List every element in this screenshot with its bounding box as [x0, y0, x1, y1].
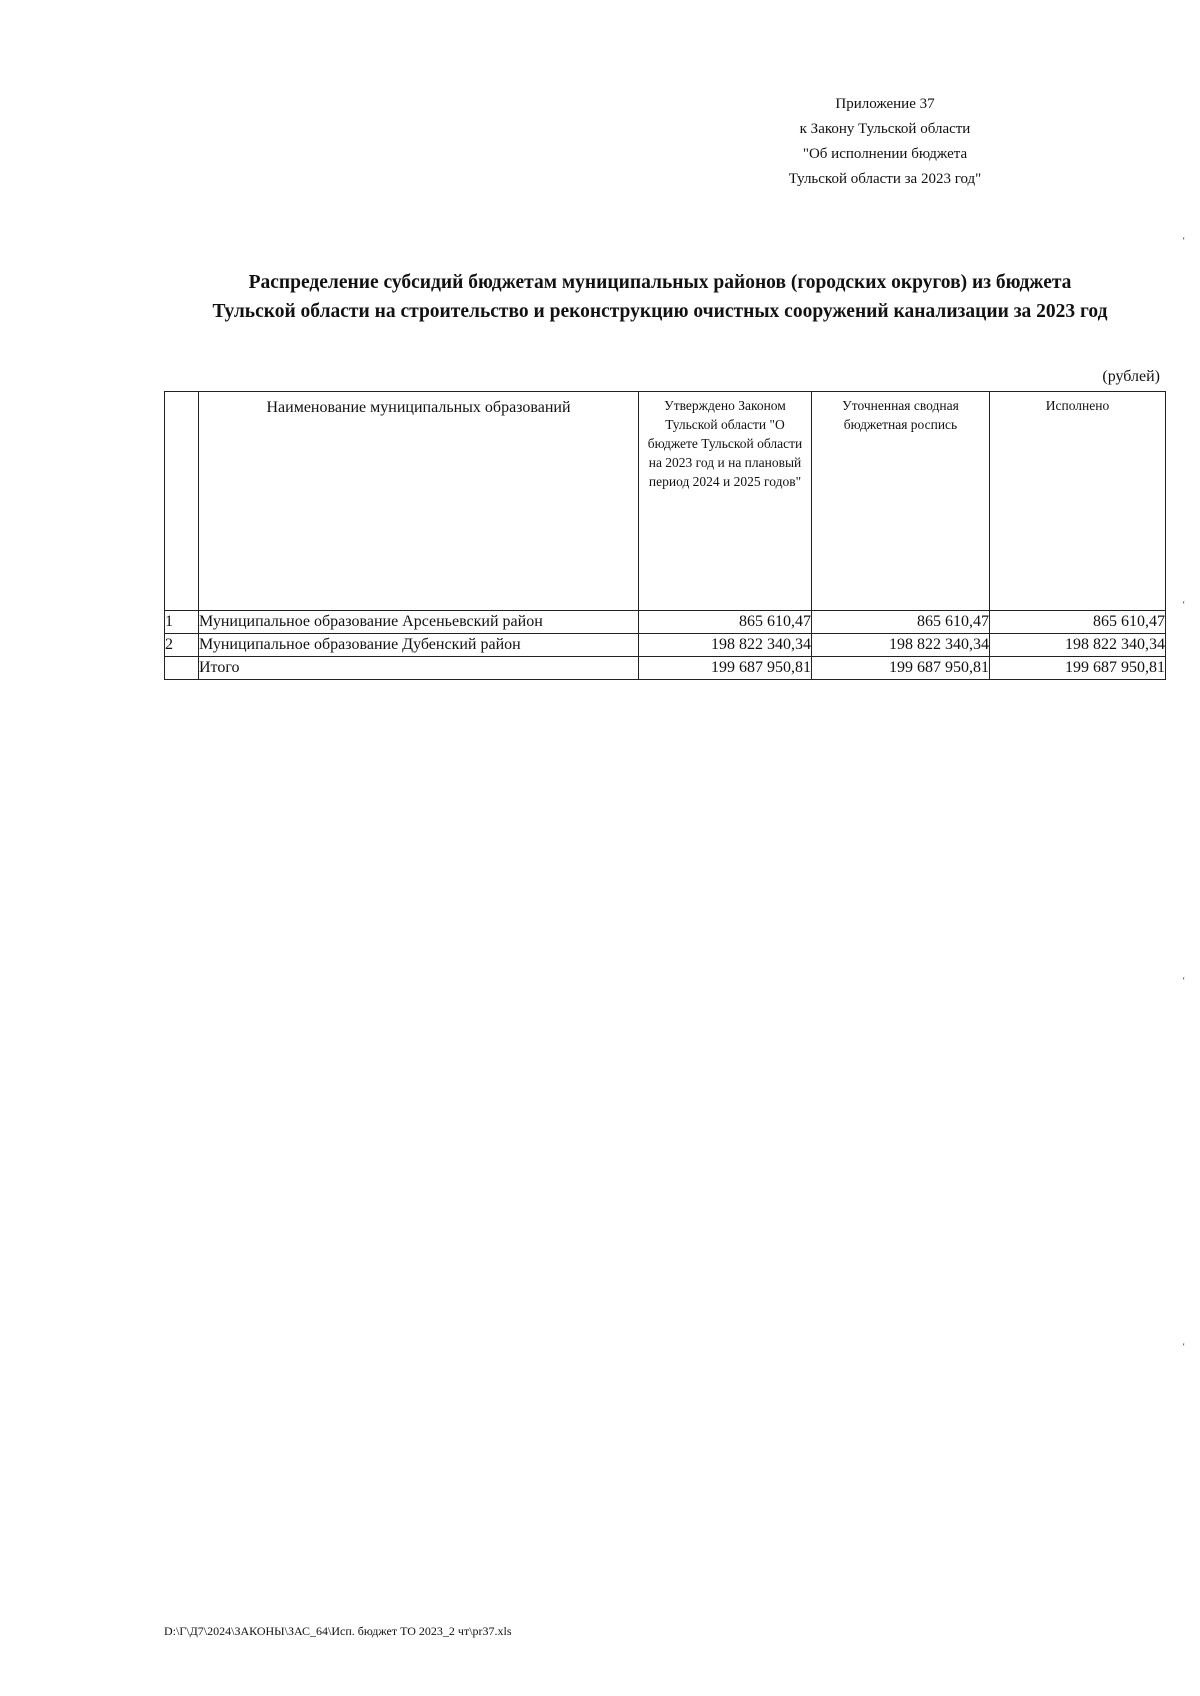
table-row: [165, 611, 1166, 634]
scan-mark: ‘: [1182, 1342, 1186, 1353]
scan-mark: ‘: [1182, 600, 1186, 611]
total-executed: 199 687 950,81: [990, 657, 1166, 680]
table-row: [165, 634, 1166, 657]
file-path-footer: D:\Г\Д7\2024\ЗАКОНЫ\ЗАС_64\Исп. бюджет ТО 2023_2 чт\pr37.xls: [164, 1624, 512, 1638]
table-header-row: [165, 392, 1166, 611]
appendix-line-2: к Закону Тульской области: [799, 121, 971, 137]
row-index: 1: [165, 611, 199, 634]
units-label: (рублей): [1102, 368, 1160, 385]
appendix-header: [760, 92, 1010, 192]
document-title: [160, 268, 1160, 326]
row-revised: 865 610,47: [812, 611, 990, 634]
total-index: [165, 657, 199, 680]
row-approved: 198 822 340,34: [639, 634, 812, 657]
scan-mark: ‘: [1182, 236, 1186, 247]
title-line-2: Тульской области на строительство и реконструкцию очистных сооружений канализации за 2023 год: [212, 301, 1108, 322]
appendix-line-1: Приложение 37: [835, 96, 935, 112]
title-line-1: Распределение субсидий бюджетам муниципальных районов (городских округов) из бюджета: [248, 272, 1072, 293]
appendix-line-3: "Об исполнении бюджета: [802, 146, 968, 162]
header-name: Наименование муниципальных образований: [199, 392, 639, 611]
total-label: Итого: [199, 657, 639, 680]
row-index: 2: [165, 634, 199, 657]
subsidy-table: [164, 391, 1166, 680]
header-approved: Утверждено Законом Тульской области "О бюджете Тульской области на 2023 год и на плановый период 2024 и 2025 годов": [639, 392, 812, 611]
total-revised: 199 687 950,81: [812, 657, 990, 680]
row-revised: 198 822 340,34: [812, 634, 990, 657]
appendix-line-4: Тульской области за 2023 год": [788, 171, 982, 187]
row-name: Муниципальное образование Арсеньевский район: [199, 611, 639, 634]
table-total-row: [165, 657, 1166, 680]
header-index: [165, 392, 199, 611]
row-approved: 865 610,47: [639, 611, 812, 634]
row-executed: 865 610,47: [990, 611, 1166, 634]
scan-mark: ‘: [1182, 976, 1186, 987]
row-executed: 198 822 340,34: [990, 634, 1166, 657]
total-approved: 199 687 950,81: [639, 657, 812, 680]
header-revised: Уточненная сводная бюджетная роспись: [812, 392, 990, 611]
row-name: Муниципальное образование Дубенский район: [199, 634, 639, 657]
header-executed: Исполнено: [990, 392, 1166, 611]
